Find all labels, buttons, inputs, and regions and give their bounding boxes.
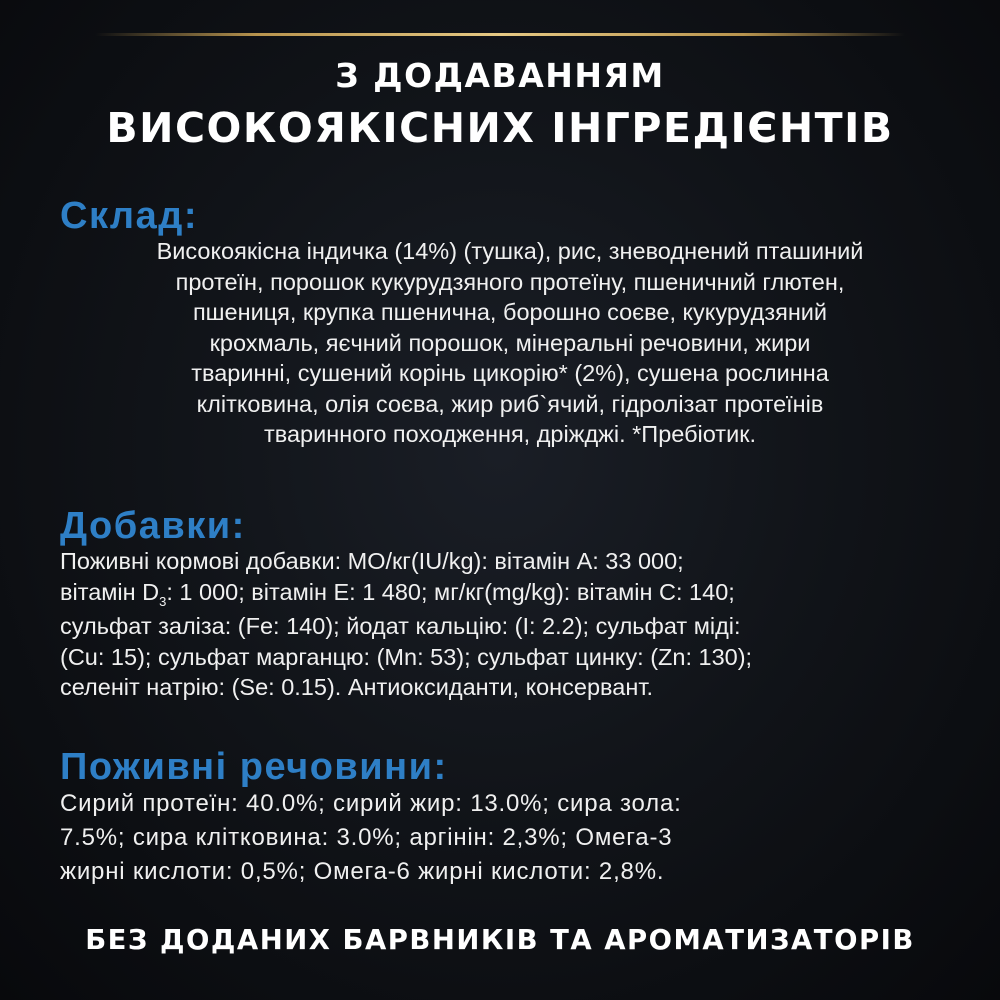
nutrients-title: Поживні речовини: (60, 746, 448, 788)
vitamin-d-label: вітамін D (60, 578, 160, 605)
composition-section (60, 196, 960, 450)
additives-line: (Cu: 15); сульфат марганцю: (Mn: 53); сульфат цинку: (Zn: 130); (60, 643, 753, 670)
additives-text (60, 546, 960, 703)
composition-text (60, 236, 960, 450)
footer-statement: БЕЗ ДОДАНИХ БАРВНИКІВ ТА АРОМАТИЗАТОРІВ (85, 924, 915, 956)
headline-title: ВИСОКОЯКІСНИХ ІНГРЕДІЄНТІВ (106, 104, 894, 152)
composition-line: тваринного походження, дріжджі. *Пребіотик. (263, 421, 757, 447)
composition-line: крохмаль, яєчний порошок, мінеральні речовини, жири (209, 329, 811, 356)
additives-line: селеніт натрію: (Se: 0.15). Антиоксиданти, консервант. (60, 674, 654, 700)
composition-title: Склад: (60, 195, 198, 237)
headline-subtitle: З ДОДАВАННЯМ (335, 56, 665, 95)
additives-title: Добавки: (60, 505, 246, 547)
composition-line: Високоякісна індичка (14%) (тушка), рис, зневоднений пташиний (156, 238, 864, 264)
additives-line: сульфат заліза: (Fe: 140); йодат кальцію: (I: 2.2); сульфат міді: (60, 613, 741, 639)
vitamin-d-subscript: 3 (159, 593, 167, 609)
gold-divider-line (95, 33, 905, 36)
nutrients-section (60, 747, 960, 889)
composition-line: тваринні, сушений корінь цикорію* (2%), сушена рослинна (191, 360, 829, 386)
nutrients-line: Сирий протеїн: 40.0%; сирий жир: 13.0%; сира зола: (60, 790, 682, 817)
nutrients-text (60, 787, 960, 889)
nutrients-line: жирні кислоти: 0,5%; Омега-6 жирні кислоти: 2,8%. (60, 858, 665, 885)
nutrients-line: 7.5%; сира клітковина: 3.0%; аргінін: 2,3%; Омега-3 (60, 824, 673, 851)
additives-line: Поживні кормові добавки: МО/кг(IU/kg): вітамін А: 33 000; (60, 548, 684, 574)
additives-section (60, 506, 960, 703)
additives-line (60, 577, 960, 612)
composition-line: пшениця, крупка пшенична, борошно соєве, кукурудзяний (192, 299, 828, 325)
composition-line: клітковина, олія соєва, жир риб`ячий, гідролізат протеїнів (196, 390, 824, 417)
composition-line: протеїн, порошок кукурудзяного протеїну, пшеничний глютен, (175, 268, 845, 295)
additives-line-rest: : 1 000; вітамін Е: 1 480; мг/кг(mg/kg): вітамін С: 140; (166, 578, 735, 605)
